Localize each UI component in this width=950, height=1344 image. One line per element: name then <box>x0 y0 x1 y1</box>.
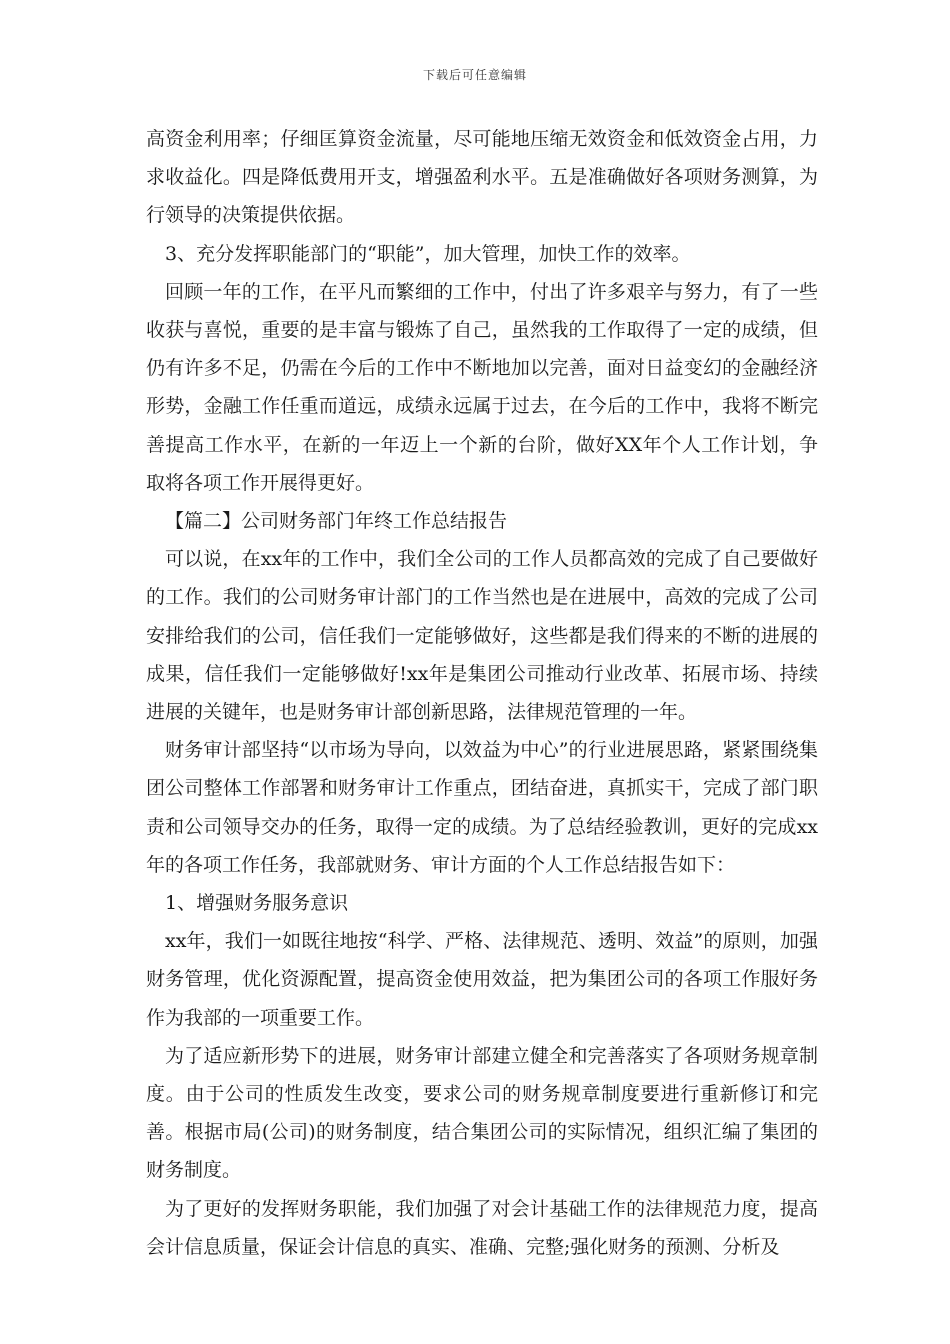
document-body <box>146 120 818 1266</box>
paragraph-2: 3、充分发挥职能部门的“职能”，加大管理，加快工作的效率。 <box>165 242 691 265</box>
paragraph-3: 回顾一年的工作，在平凡而繁细的工作中，付出了许多艰辛与努力，有了一些收获与喜悦，重要的是丰富与锻炼了自己，虽然我的工作取得了一定的成绩，但仍有许多不足，仍需在今后的工作中不断地加以完善，面对日益变幻的金融经济形势，金融工作任重而道远，成绩永远属于过去，在今后的工作中，我将不断完善提高工作水平，在新的一年迈上一个新的台阶，做好XX年个人工作计划，争取将各项工作开展得更好。 <box>146 280 818 494</box>
paragraph-1: 高资金利用率；仔细匡算资金流量，尽可能地压缩无效资金和低效资金占用，力求收益化。四是降低费用开支，增强盈利水平。五是准确做好各项财务测算，为行领导的决策提供依据。 <box>146 128 818 227</box>
paragraph-8: xx年，我们一如既往地按“科学、严格、法律规范、透明、效益”的原则，加强财务管理，优化资源配置，提高资金使用效益，把为集团公司的各项工作服好务作为我部的一项重要工作。 <box>146 930 818 1029</box>
subheading-1: 1、增强财务服务意识 <box>165 892 349 915</box>
paragraph-5: 可以说，在xx年的工作中，我们全公司的工作人员都高效的完成了自己要做好的工作。我们的公司财务审计部门的工作当然也是在进展中，高效的完成了公司安排给我们的公司，信任我们一定能够做好，这些都是我们得来的不断的进展的成果，信任我们一定能够做好!xx年是集团公司推动行业改革、拓展市场、持续进展的关键年，也是财务审计部创新思路，法律规范管理的一年。 <box>146 548 818 724</box>
header-note: 下载后可任意编辑 <box>422 68 527 82</box>
paragraph-10: 为了更好的发挥财务职能，我们加强了对会计基础工作的法律规范力度，提高会计信息质量，保证会计信息的真实、准确、完整;强化财务的预测、分析及 <box>146 1197 818 1258</box>
paragraph-6: 财务审计部坚持“以市场为导向，以效益为中心”的行业进展思路，紧紧围绕集团公司整体工作部署和财务审计工作重点，团结奋进，真抓实干，完成了部门职责和公司领导交办的任务，取得一定的成绩。为了总结经验教训，更好的完成xx年的各项工作任务，我部就财务、审计方面的个人工作总结报告如下： <box>146 739 818 876</box>
paragraph-9: 为了适应新形势下的进展，财务审计部建立健全和完善落实了各项财务规章制度。由于公司的性质发生改变，要求公司的财务规章制度要进行重新修订和完善。根据市局(公司)的财务制度，结合集团公司的实际情况，组织汇编了集团的财务制度。 <box>146 1044 818 1182</box>
section-heading: 【篇二】公司财务部门年终工作总结报告 <box>165 510 508 533</box>
